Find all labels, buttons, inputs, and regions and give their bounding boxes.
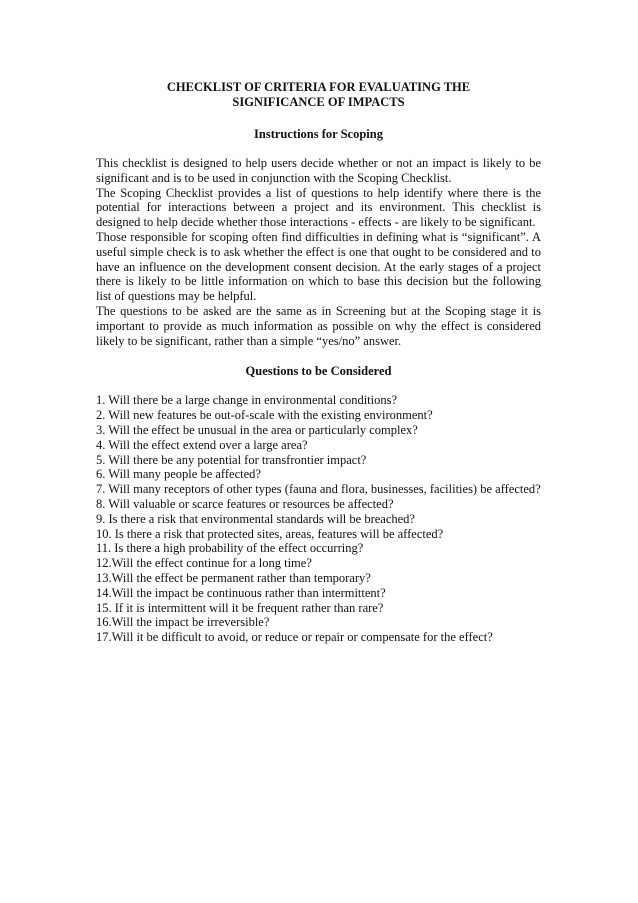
intro-paragraph: This checklist is designed to help users decide whether or not an impact is likely to be significant and is to be used in conjunction with the Scoping Checklist. [96, 156, 541, 185]
document-title [96, 80, 541, 110]
intro-paragraph: The Scoping Checklist provides a list of questions to help identify where there is the potential for interactions between a project and its environment. This checklist is designed to help decide whether those interactions - effects - are likely to be significant. [96, 185, 541, 230]
question-item: 10. Is there a risk that protected sites, areas, features will be affected? [96, 526, 444, 541]
question-item: 3. Will the effect be unusual in the area or particularly complex? [96, 422, 418, 437]
intro-paragraph: The questions to be asked are the same as in Screening but at the Scoping stage it is important to provide as much information as possible on why the effect is considered likely to be significant, rather than a simple “yes/no” answer. [96, 303, 541, 348]
document-title-line-1: CHECKLIST OF CRITERIA FOR EVALUATING THE [166, 80, 471, 94]
question-item: 1. Will there be a large change in environmental conditions? [96, 393, 398, 408]
document-title-line-2: SIGNIFICANCE OF IMPACTS [232, 95, 405, 109]
questions-heading: Questions to be Considered [245, 364, 392, 379]
question-item: 8. Will valuable or scarce features or resources be affected? [96, 496, 394, 511]
questions-list [96, 393, 541, 645]
question-item: 6. Will many people be affected? [96, 467, 261, 482]
question-item: 17.Will it be difficult to avoid, or reduce or repair or compensate for the effect? [96, 630, 493, 645]
question-item: 15. If it is intermittent will it be frequent rather than rare? [96, 600, 384, 615]
intro-section [96, 156, 541, 348]
question-item: 4. Will the effect extend over a large area? [96, 437, 308, 452]
question-item: 9. Is there a risk that environmental standards will be breached? [96, 511, 415, 526]
question-item: 13.Will the effect be permanent rather than temporary? [96, 570, 371, 585]
question-item: 12.Will the effect continue for a long time? [96, 556, 312, 571]
question-item: 11. Is there a high probability of the effect occurring? [96, 541, 364, 556]
question-item: 16.Will the impact be irreversible? [96, 615, 270, 630]
question-item: 7. Will many receptors of other types (fauna and flora, businesses, facilities) be affected? [96, 482, 541, 497]
question-item: 5. Will there be any potential for transfrontier impact? [96, 452, 367, 467]
question-item: 14.Will the impact be continuous rather than intermittent? [96, 585, 386, 600]
instructions-heading: Instructions for Scoping [254, 127, 383, 141]
question-item: 2. Will new features be out-of-scale with the existing environment? [96, 408, 433, 423]
intro-paragraph: Those responsible for scoping often find difficulties in defining what is “significant”. A useful simple check is to ask whether the effect is one that ought to be considered and to have an influence on the development consent decision. At the early stages of a project there is likely to be little information on which to base this decision but the following list of questions may be helpful. [96, 229, 541, 304]
